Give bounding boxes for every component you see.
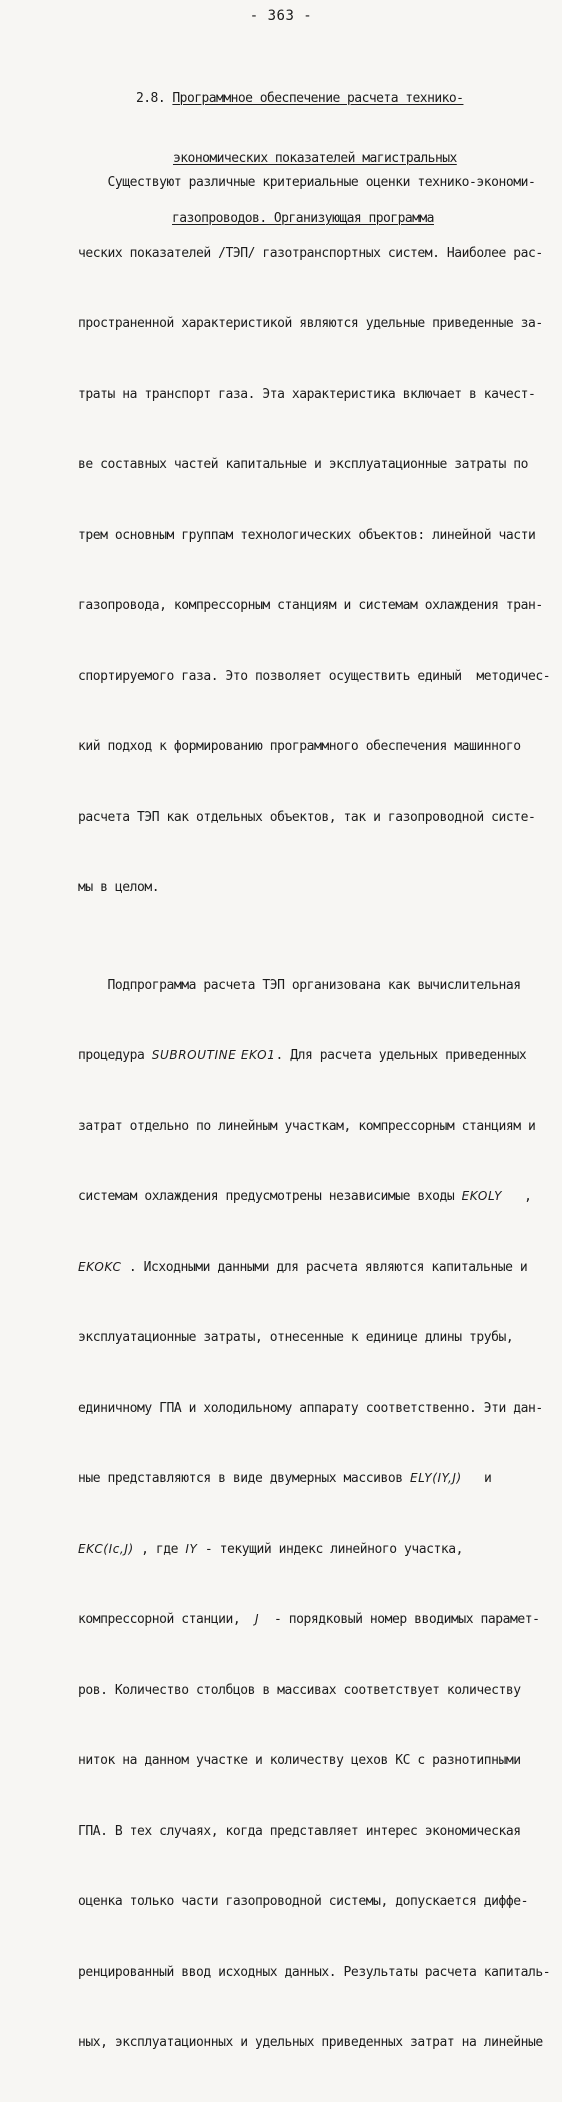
para2-text: компрессорной станции, <box>78 1612 256 1627</box>
handwritten-index-iy: IY <box>185 1541 198 1556</box>
para2-line <box>78 1044 538 1068</box>
para2-line: затрат отдельно по линейным участкам, компрессорным станциям и <box>78 1118 536 1134</box>
para1-line: газопровода, компрессорным станциям и системам охлаждения тран- <box>78 598 543 613</box>
para1-line: мы в целом. <box>78 880 160 895</box>
para2-text: и <box>461 1471 492 1486</box>
para1-line: трем основным группам технологических объектов: линейной части <box>78 527 536 543</box>
para2-line: эксплуатационные затраты, отнесенные к единице длины трубы, <box>78 1330 514 1345</box>
handwritten-array-ely: ELY(IY,J) <box>409 1471 462 1485</box>
para1-line: расчета ТЭП как отдельных объектов, так и газопроводной систе- <box>78 809 536 825</box>
heading-title-part-2: экономических показателей магистральных <box>173 151 457 166</box>
para2-line <box>78 1256 538 1280</box>
para2-text: . Для расчета удельных приведенных <box>275 1048 527 1063</box>
para1-line: спортируемого газа. Это позволяет осуществить единый методичес- <box>78 668 551 684</box>
para2-line: ров. Количество столбцов в массивах соответствует количеству <box>78 1682 521 1698</box>
para2-text: - текущий индекс линейного участка, <box>197 1541 464 1557</box>
para2-text: , <box>502 1189 532 1204</box>
para2-line <box>78 1467 538 1491</box>
para2-text: . Исходными данными для расчета являются капитальные и <box>121 1259 528 1275</box>
handwritten-entry-ekokc: EKOKC <box>78 1259 122 1274</box>
page-number: - 363 - <box>249 8 313 24</box>
para2-line <box>78 1538 538 1562</box>
para2-text: , где <box>133 1541 186 1557</box>
heading-title-part-1: Программное обеспечение расчета технико- <box>172 91 464 106</box>
para1-line: траты на транспорт газа. Эта характеристика включает в качест- <box>78 386 536 402</box>
para2-text: системам охлаждения предусмотрены независимые входы <box>78 1189 462 1204</box>
section-number: 2.8. <box>136 91 173 106</box>
para2-line <box>78 1185 538 1209</box>
para2-line: ренцированный ввод исходных данных. Результаты расчета капиталь- <box>78 1964 551 1980</box>
para2-text: процедура <box>78 1048 152 1063</box>
handwritten-subroutine-name: SUBROUTINE EKO1 <box>151 1048 276 1062</box>
para2-line: ГПА. В тех случаях, когда представляет интерес экономическая <box>78 1823 521 1839</box>
heading-line-1 <box>136 89 462 109</box>
para2-text: - порядковый номер вводимых парамет- <box>259 1612 540 1627</box>
handwritten-entry-ekoly: EKOLY <box>461 1189 503 1203</box>
para2-line: единичному ГПА и холодильному аппарату соответственно. Эти дан- <box>78 1400 543 1416</box>
handwritten-index-j: J <box>255 1612 260 1626</box>
para2-line: ных, эксплуатационных и удельных приведенных затрат на линейные <box>78 2035 543 2050</box>
heading-title-part-3: газопроводов. Организующая программа <box>172 211 434 226</box>
handwritten-array-ekc: EKC(Ic,J) <box>78 1541 134 1556</box>
para1-line: пространенной характеристикой являются удельные приведенные за- <box>78 316 543 331</box>
para2-text: ные представляются в виде двумерных массивов <box>78 1471 410 1486</box>
para2-line: оценка только части газопроводной системы, допускается диффе- <box>78 1894 528 1909</box>
para1-line: ческих показателей /ТЭП/ газотранспортных систем. Наиболее рас- <box>78 245 543 261</box>
para1-line: Существуют различные критериальные оценки технико-экономи- <box>78 175 536 190</box>
para2-line: ниток на данном участке и количеству цехов КС с разнотипными <box>78 1753 521 1768</box>
para2-line <box>78 1608 538 1632</box>
para1-line: ве составных частей капитальные и эксплуатационные затраты по <box>78 457 528 472</box>
body-text <box>78 124 551 2102</box>
para2-line: Подпрограмма расчета ТЭП организована как вычислительная <box>78 977 521 993</box>
para1-line: кий подход к формированию программного обеспечения машинного <box>78 739 521 754</box>
